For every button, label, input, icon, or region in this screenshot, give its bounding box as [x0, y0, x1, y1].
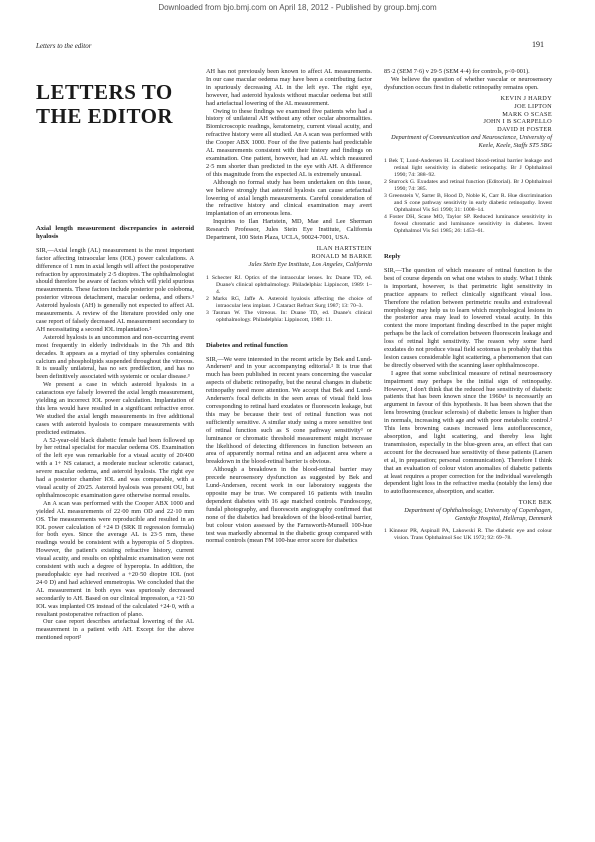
- signature-block: [206, 245, 372, 269]
- paragraph: 85·2 (SEM 7·6) v 29·5 (SEM 4·4) for controls, p<0·001).: [384, 68, 530, 75]
- paragraph: SIR,—The question of which measure of retinal function is the best of course depends on what one wishes to study. What I think is important, however, is that perimetric light sensitivity in practice appears to reflect clinically significant visual loss. Therefore the relation between perimetric results and extrafoveal morphology may help us to learn which morphological lesions in the posterior area may lead to lowered visual acuity. In this context the more important finding described in the paper might perhaps be the lack of correlation between fluorescein leakage and loss of retinal light sensitivity. The reason why some hard exudates do not produce visual field scotomas is probably that this lesion causes considerable light scattering, a phenomenon that can be directly observed with the scanning laser ophthalmoscope.: [384, 266, 552, 369]
- author-name: RONALD M BARKE: [311, 252, 372, 260]
- reference: 2 Marks RG, Jaffe A. Asteroid hyalosis affecting the choice of intraocular lens implant. J Cataract Refract Surg 1987; 13: 70–3.: [206, 295, 372, 309]
- reference-list: [206, 275, 372, 324]
- page-number: 191: [532, 40, 544, 49]
- paragraph: We believe the question of whether vascular or neurosensory dysfunction occurs first in diabetic retinopathy remains open.: [384, 75, 552, 91]
- paragraph: An A scan was performed with the Cooper ABX 1000 and yielded AL measurements of 22·00 mm OD and 22·10 mm OS. The measurements were reproducible and resulted in an IOL power calculation of +24 D (SRK II regression formula) for both eyes. Since the average AL is 23·5 mm, these readings would be consistent with a hyperopia of 5 dioptres. However, the patient's existing refractive history, current visual acuity, and results on ophthalmic examination were not consistent with such a degree of hyperopia. In addition, the pseudophakic eye had received a +20·50 dioptre IOL (not 24·0 D) and had achieved emmetropia. We concluded that the AL measurement in both eyes was spuriously decreased secondarily to AH. Based on our clinical impression, a +21·50 IOL was implanted OS instead of the calculated +24·0, with a resultant postoperative refraction of plano.: [36, 499, 194, 618]
- author-address: Jules Stein Eye Institute, Los Angeles, California: [248, 260, 372, 268]
- reference: 1 Schecter RJ. Optics of the intraocular lenses. In: Duane TD, ed. Duane's clinical ophthalmology. Philadelphia: Lippincott, 1989: 1–4.: [206, 274, 372, 295]
- author-name: KEVIN J HARDY: [500, 94, 552, 102]
- author-name: MARK O SCASE: [502, 110, 552, 118]
- author-name: JOHN I B SCARPELLO: [483, 118, 552, 126]
- column-3: [384, 68, 552, 542]
- paragraph: Owing to these findings we examined five patients who had a history of unilateral AH without any other ocular abnormalities. Biomicroscopic readings, keratometry, current visual acuity, and refractive history were all studied. An A scan was performed with the Cooper ABX 1000. Four of the five patients had predictable AL measurements consistent with their history and findings on examination. One patient, however, had an AL which measured 2·5 mm shorter than predicted in the eye with AH. A difference of this magnitude from the expected AL is extremely unusual.: [206, 107, 372, 178]
- reference: 1 Bek T, Lund-Andersen H. Localised blood-retinal barrier leakage and retinal light sensitivity in diabetic retinopathy. Br J Ophthalmol 1990; 74: 388–92.: [384, 158, 552, 179]
- running-head: Letters to the editor: [36, 42, 92, 50]
- page-title: LETTERS TO THE EDITOR: [36, 80, 174, 128]
- paragraph: SIR,—Axial length (AL) measurement is the most important factor affecting intraocular lens (IOL) power calculations. A difference of 1 mm in axial length will affect the postoperative refraction by approximately 2·5 dioptres. The ophthalmologist should therefore be aware of factors which will yield spurious measurements. These factors include posterior pole coloboma, posterior vitreous detachment, macular oedema, and others.¹ Asteroid hyalosis (AH) is generally not expected to affect AL measurements. A review of the literature provided only one case report of falsely decreased AL measurement secondary to AH necessitating a second IOL implantation.²: [36, 246, 194, 333]
- section-heading: Diabetes and retinal function: [206, 341, 288, 349]
- paragraph: Although no formal study has been undertaken on this issue, we believe strongly that asteroid hyalosis can cause artefactual lowering of axial length measurements. Careful consideration of the refractive history and clinical examination may avert implantation of an erroneous lens.: [206, 178, 372, 218]
- paragraph: AH has not previously been known to affect AL measurements. In our case macular oedema may have been a contributing factor in spuriously decreasing AL in the left eye. The right eye, however, had asteroid hyalosis without macular oedema but still had artefactual lowering of the AL measurement.: [206, 68, 372, 107]
- signature-block: [384, 499, 552, 523]
- reference: 4 Foster DH, Scase MO, Taylor SP. Reduced luminance sensitivity in foveal chromatic and luminance sensitivity in diabetes. Invest Ophthalmol Vis Sci 1985; 26: 1453–61.: [384, 214, 552, 235]
- paragraph: We present a case in which asteroid hyalosis in a cataractous eye falsely lowered the axial length measurement, yielding an incorrect IOL power calculation. Implantation of this lens would have resulted in a significant refractive error. We studied the axial length measurements in five additional cases with asteroid hyalosis to compare measurements with predicted estimates.: [36, 381, 194, 436]
- author-name: JOE LIPTON: [514, 102, 552, 110]
- author-address: Department of Ophthalmology, University of Copenhagen, Gentofte Hospital, Hellerup, Denmark: [404, 507, 552, 523]
- reference-list: [384, 158, 552, 235]
- reference-list: [384, 528, 552, 542]
- reference: 1 Kinnear PR, Aspinall PA, Lakowski R. The diabetic eye and colour vision. Trans Ophthalmol Soc UK 1972; 92: 69–78.: [384, 527, 552, 541]
- reference: 3 Tasman W. The vitreous. In: Duane TD, ed. Duane's clinical ophthalmology. Philadelphia: Lippincott, 1989: 11.: [206, 309, 372, 323]
- paragraph: Asteroid hyalosis is an uncommon and non-occurring event most frequently in elderly individuals in the 7th and 8th decades. It appears as a myriad of tiny spherules containing calcium and phospholipids suspended throughout the vitreous. It is usually unilateral, has no sex predilection, and has no been definitively associated with systemic or ocular disease.³: [36, 333, 194, 381]
- reply-heading: Reply: [384, 253, 401, 261]
- paragraph: Although a breakdown in the blood-retinal barrier may precede neurosensory dysfunction as suggested by Bek and Lund-Andersen, recent work in our laboratory suggests the opposite may be true. We compared 16 patients with insulin dependent diabetes with 16 age matched controls. Fundoscopy, fundal photography, and fluorescein angiography confirmed that none of the diabetics had breakdown of the blood-retinal barrier, but colour vision assessed by the Farnsworth-Munsell 100-hue test was markedly abnormal in the diabetic group compared with normal controls (mean FM 100-hue error score for diabetics: [206, 466, 372, 545]
- signature-block: [384, 95, 552, 150]
- download-banner: Downloaded from bjo.bmj.com on April 18, 2012 - Published by group.bmj.com: [158, 3, 437, 12]
- author-name: ILAN HARTSTEIN: [316, 244, 372, 252]
- paragraph: Inquiries to Ilan Hartstein, MD, Mae and Lee Sherman Research Professor, Jules Stein Eye Institute, California Department, 100 Stein Plaza, UCLA, 90024-7001, USA.: [206, 218, 372, 242]
- reference: 3 Greenstein V, Sarter B, Hood D, Noble K, Carr R. Hue discrimination and S cone pathway sensitivity in early diabetic retinopathy. Invest Ophthalmol Vis Sci 1990; 31: 1008–14.: [384, 193, 552, 214]
- section-heading: Axial length measurement discrepancies in asteroid hyalosis: [36, 225, 194, 240]
- reference: 2 Sturrock G. Exudates and retinal function (Editorial). Br J Ophthalmol 1990; 74: 385.: [384, 179, 552, 193]
- column-2: [206, 68, 372, 545]
- author-address: Department of Communication and Neuroscience, University of Keele, Keele, Staffs ST5 5BG: [391, 134, 552, 150]
- paragraph: SIR,—We were interested in the recent article by Bek and Lund-Andersen¹ and in your accompanying editorial.² It is true that much has been published in recent years concerning the vascular aspects of diabetic retinopathy, but the neural changes in diabetic retinopathy need more attention. We accept that Bek and Lund-Andersen's focal deficits in the seen areas of visual field loss corresponding to retinal hard exudates or fluorescein leakage, but this may be because their test of retinal function was not sufficiently sensitive. A similar study using a more sensitive test of retinal function such as S cone pathway sensitivity³ or luminance or chromatic threshold measurement might increase the likelihood of detecting differences in function between an area of apparently normal retina and an adjacent area where a breakdown in the blood-retinal barrier is obvious.: [206, 355, 372, 466]
- column-1: [36, 225, 194, 642]
- paragraph: Our case report describes artefactual lowering of the AL measurement in a patient with AH. Except for the above mentioned report²: [36, 618, 194, 642]
- paragraph: I agree that some subclinical measure of retinal neurosensory impairment may perhaps be the initial sign of retinopathy. However, I don't think that the reduced hue sensitivity of diabetic patients that has been known since the 1960s¹ is necessarily an argument in favour of this hypothesis. It has been shown that the lens browning (nuclear sclerosis) of diabetic lenses is higher than in normals, increasing with age and with poor metabolic control.² This lens browning causes increased lens autofluorescence, absorption, and light scattering, and thereby less light transmission, especially in the blue-green area, an effect that can account for the decreased hue sensitivity of these patients (Larsen et al, in preparation; personal communication). Therefore I think that an evaluation of colour vision anomalies of diabetic patients at least requires a proper correction for the individual wavelength dependent light loss in the refractive media (notably the lens) due to autofluorescence, absorption, and scatter.: [384, 369, 552, 496]
- author-name: TOKE BEK: [518, 499, 552, 507]
- author-name: DAVID H FOSTER: [497, 126, 552, 134]
- paragraph: A 52-year-old black diabetic female had been followed up by her retinal specialist for macular oedema OS. Examination of the left eye was remarkable for a visual acuity of 20/400 with a 1+ NS cataract, a moderate nuclear sclerotic cataract, severe macular oedema, and asteroid hyalosis. The right eye had a posterior chamber IOL and was comparable, with a visual acuity of 20/25. Asteroid hyalosis was present OU, but ophthalmoscopic examination gave otherwise normal results.: [36, 436, 194, 499]
